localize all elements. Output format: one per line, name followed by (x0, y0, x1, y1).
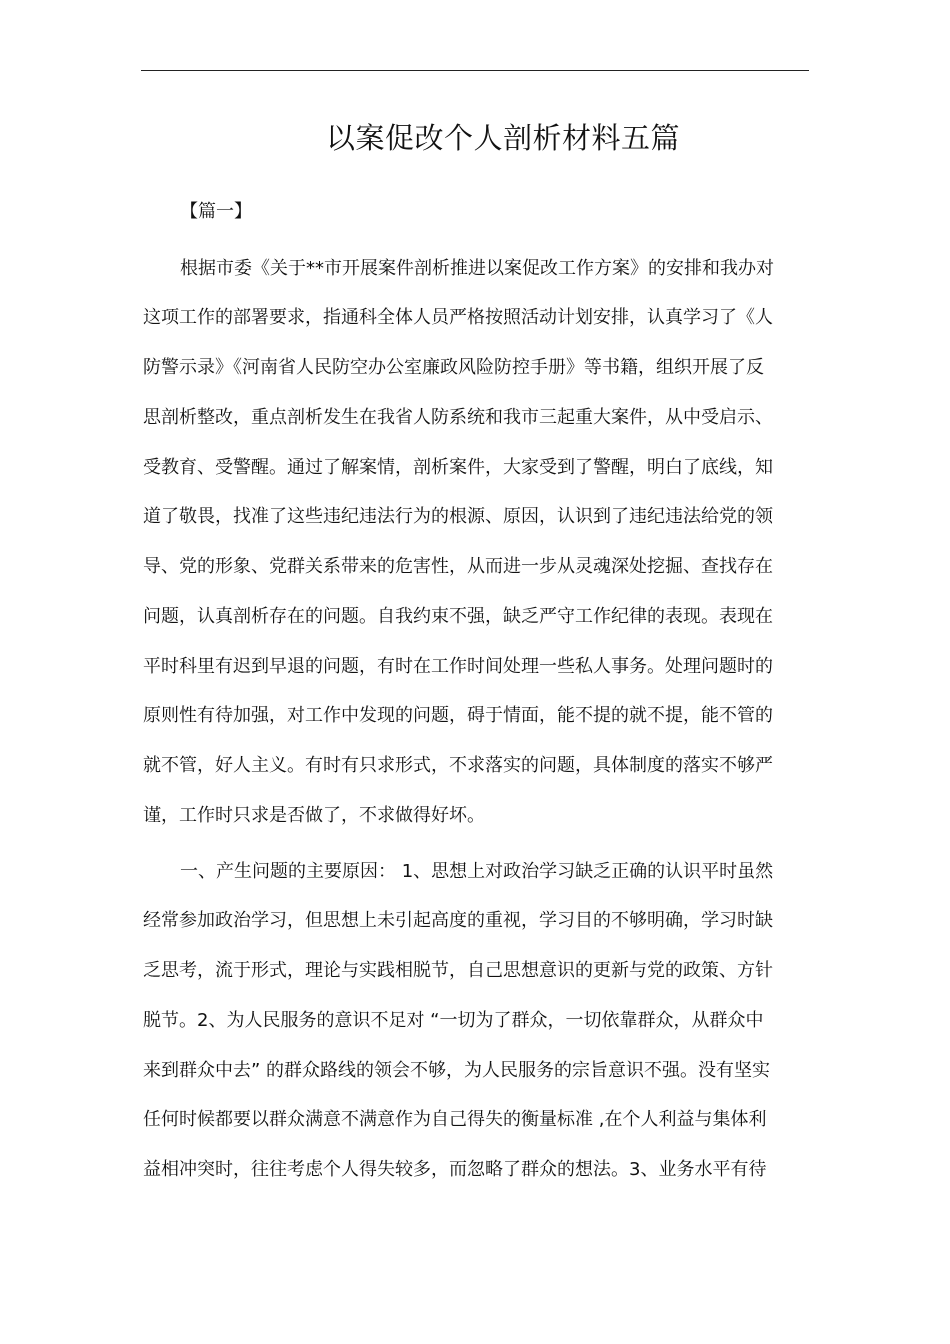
paragraph-line: 导、党的形象、党群关系带来的危害性，从而进一步从灵魂深处挖掘、查找存在 (143, 556, 773, 577)
paragraph-line: 原则性有待加强，对工作中发现的问题，碍于情面，能不提的就不提，能不管的 (143, 705, 773, 726)
paragraph-line: 益相冲突时，往往考虑个人得失较多，而忽略了群众的想法。3、业务水平有待 (143, 1159, 767, 1180)
paragraph-line: 平时科里有迟到早退的问题，有时在工作时间处理一些私人事务。处理问题时的 (143, 656, 773, 677)
paragraph-line: 思剖析整改，重点剖析发生在我省人防系统和我市三起重大案件，从中受启示、 (143, 407, 773, 428)
paragraph-line: 受教育、受警醒。通过了解案情，剖析案件，大家受到了警醒，明白了底线，知 (143, 457, 773, 478)
paragraph-line: 就不管，好人主义。有时有只求形式，不求落实的问题，具体制度的落实不够严 (143, 755, 773, 776)
paragraph-line: 道了敬畏，找准了这些违纪违法行为的根源、原因，认识到了违纪违法给党的领 (143, 506, 773, 527)
paragraph-line: 任何时候都要以群众满意不满意作为自己得失的衡量标准 ,在个人利益与集体利 (143, 1109, 767, 1130)
document-title: 以案促改个人剖析材料五篇 (325, 121, 680, 155)
paragraph-line: 经常参加政治学习，但思想上未引起高度的重视，学习目的不够明确，学习时缺 (143, 910, 773, 931)
section-label: 【篇一】 (180, 201, 252, 222)
paragraph-line: 根据市委《关于**市开展案件剖析推进以案促改工作方案》的安排和我办对 (180, 258, 774, 279)
paragraph-line: 来到群众中去” 的群众路线的领会不够，为人民服务的宗旨意识不强。没有坚实 (143, 1060, 771, 1081)
paragraph-line: 脱节。2、为人民服务的意识不足对 “一切为了群众，一切依靠群众，从群众中 (143, 1010, 764, 1031)
header-rule (141, 70, 809, 71)
paragraph-line: 一、产生问题的主要原因： 1、思想上对政治学习缺乏正确的认识平时虽然 (180, 861, 774, 882)
paragraph-line: 谨，工作时只求是否做了，不求做得好坏。 (143, 805, 485, 826)
paragraph-line: 问题，认真剖析存在的问题。自我约束不强，缺乏严守工作纪律的表现。表现在 (143, 606, 773, 627)
paragraph-line: 防警示录》《河南省人民防空办公室廉政风险防控手册》等书籍，组织开展了反 (143, 357, 764, 378)
paragraph-line: 这项工作的部署要求，指通科全体人员严格按照活动计划安排，认真学习了《人 (143, 307, 773, 328)
paragraph-line: 乏思考，流于形式，理论与实践相脱节，自己思想意识的更新与党的政策、方针 (143, 960, 773, 981)
